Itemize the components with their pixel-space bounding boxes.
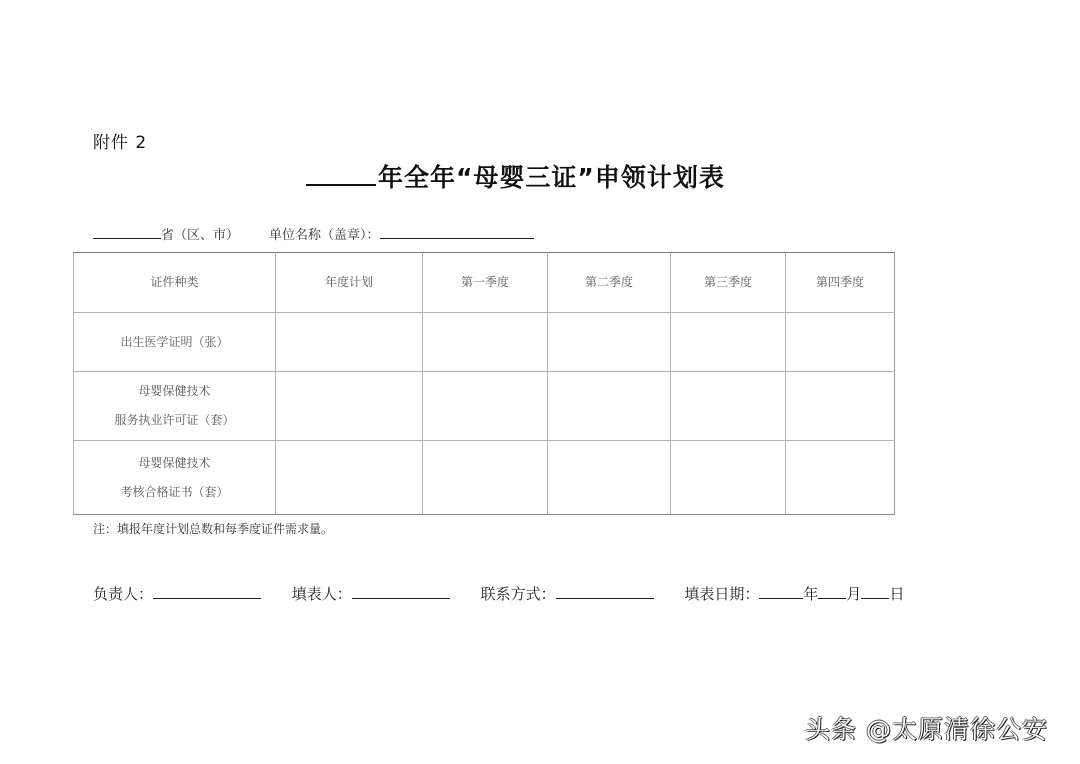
date-year-blank[interactable] bbox=[759, 583, 803, 599]
meta-line bbox=[93, 224, 534, 243]
q1-cell[interactable] bbox=[423, 441, 548, 515]
q2-cell[interactable] bbox=[548, 441, 671, 515]
q3-cell[interactable] bbox=[671, 313, 786, 372]
plan-table bbox=[73, 252, 895, 515]
annual-plan-cell[interactable] bbox=[276, 313, 423, 372]
table-row bbox=[74, 441, 895, 515]
watermark: 头条 @太原清徐公安 bbox=[805, 715, 1048, 744]
q4-cell[interactable] bbox=[786, 441, 895, 515]
contact-blank[interactable] bbox=[556, 583, 654, 599]
header-annual-plan: 年度计划 bbox=[276, 253, 423, 313]
cert-type-line1: 出生医学证明（张） bbox=[120, 334, 229, 349]
responsible-blank[interactable] bbox=[153, 583, 261, 599]
date-year-suffix: 年 bbox=[803, 585, 819, 603]
header-q3: 第三季度 bbox=[671, 253, 786, 313]
cert-type-cell bbox=[74, 313, 276, 372]
annual-plan-cell[interactable] bbox=[276, 372, 423, 441]
q2-cell[interactable] bbox=[548, 313, 671, 372]
header-q2: 第二季度 bbox=[548, 253, 671, 313]
date-month-suffix: 月 bbox=[846, 585, 862, 603]
title-year-blank[interactable] bbox=[306, 162, 376, 186]
contact-label: 联系方式： bbox=[480, 585, 556, 603]
header-q4: 第四季度 bbox=[786, 253, 895, 313]
date-day-blank[interactable] bbox=[861, 583, 889, 599]
contact-field bbox=[481, 583, 654, 604]
cert-type-cell bbox=[74, 441, 276, 515]
annual-plan-cell[interactable] bbox=[276, 441, 423, 515]
table-row bbox=[74, 372, 895, 441]
responsible-label: 负责人： bbox=[93, 585, 154, 603]
cert-type-line1: 母婴保健技术 bbox=[138, 384, 211, 398]
filler-field bbox=[292, 583, 450, 604]
filler-label: 填表人： bbox=[291, 585, 352, 603]
unit-label: 单位名称（盖章）： bbox=[269, 228, 380, 243]
cert-type-line1: 母婴保健技术 bbox=[138, 455, 211, 470]
q3-cell[interactable] bbox=[671, 372, 786, 441]
cert-type-line2: 服务执业许可证（套） bbox=[114, 413, 235, 427]
q1-cell[interactable] bbox=[423, 313, 548, 372]
date-month-blank[interactable] bbox=[818, 583, 846, 599]
table-note: 注：填报年度计划总数和每季度证件需求量。 bbox=[93, 522, 334, 536]
header-q1: 第一季度 bbox=[423, 253, 548, 313]
date-field bbox=[684, 583, 904, 604]
province-label: 省（区、市） bbox=[161, 228, 240, 243]
filler-blank[interactable] bbox=[352, 583, 450, 599]
q1-cell[interactable] bbox=[423, 372, 548, 441]
cert-type-line2: 考核合格证书（套） bbox=[120, 484, 229, 499]
responsible-field bbox=[93, 583, 261, 604]
q4-cell[interactable] bbox=[786, 372, 895, 441]
table-header-row bbox=[74, 253, 895, 313]
page-title bbox=[306, 158, 725, 194]
title-text: 年全年“母婴三证”申领计划表 bbox=[378, 163, 725, 192]
signature-line bbox=[93, 583, 904, 604]
province-blank[interactable] bbox=[93, 224, 161, 239]
cert-type-cell bbox=[74, 372, 276, 441]
q4-cell[interactable] bbox=[786, 313, 895, 372]
date-day-suffix: 日 bbox=[889, 585, 905, 603]
q2-cell[interactable] bbox=[548, 372, 671, 441]
header-cert-type: 证件种类 bbox=[74, 253, 276, 313]
date-label: 填表日期： bbox=[684, 585, 760, 603]
unit-blank[interactable] bbox=[380, 224, 534, 239]
attachment-label: 附件 2 bbox=[93, 133, 148, 153]
table-row bbox=[74, 313, 895, 372]
q3-cell[interactable] bbox=[671, 441, 786, 515]
